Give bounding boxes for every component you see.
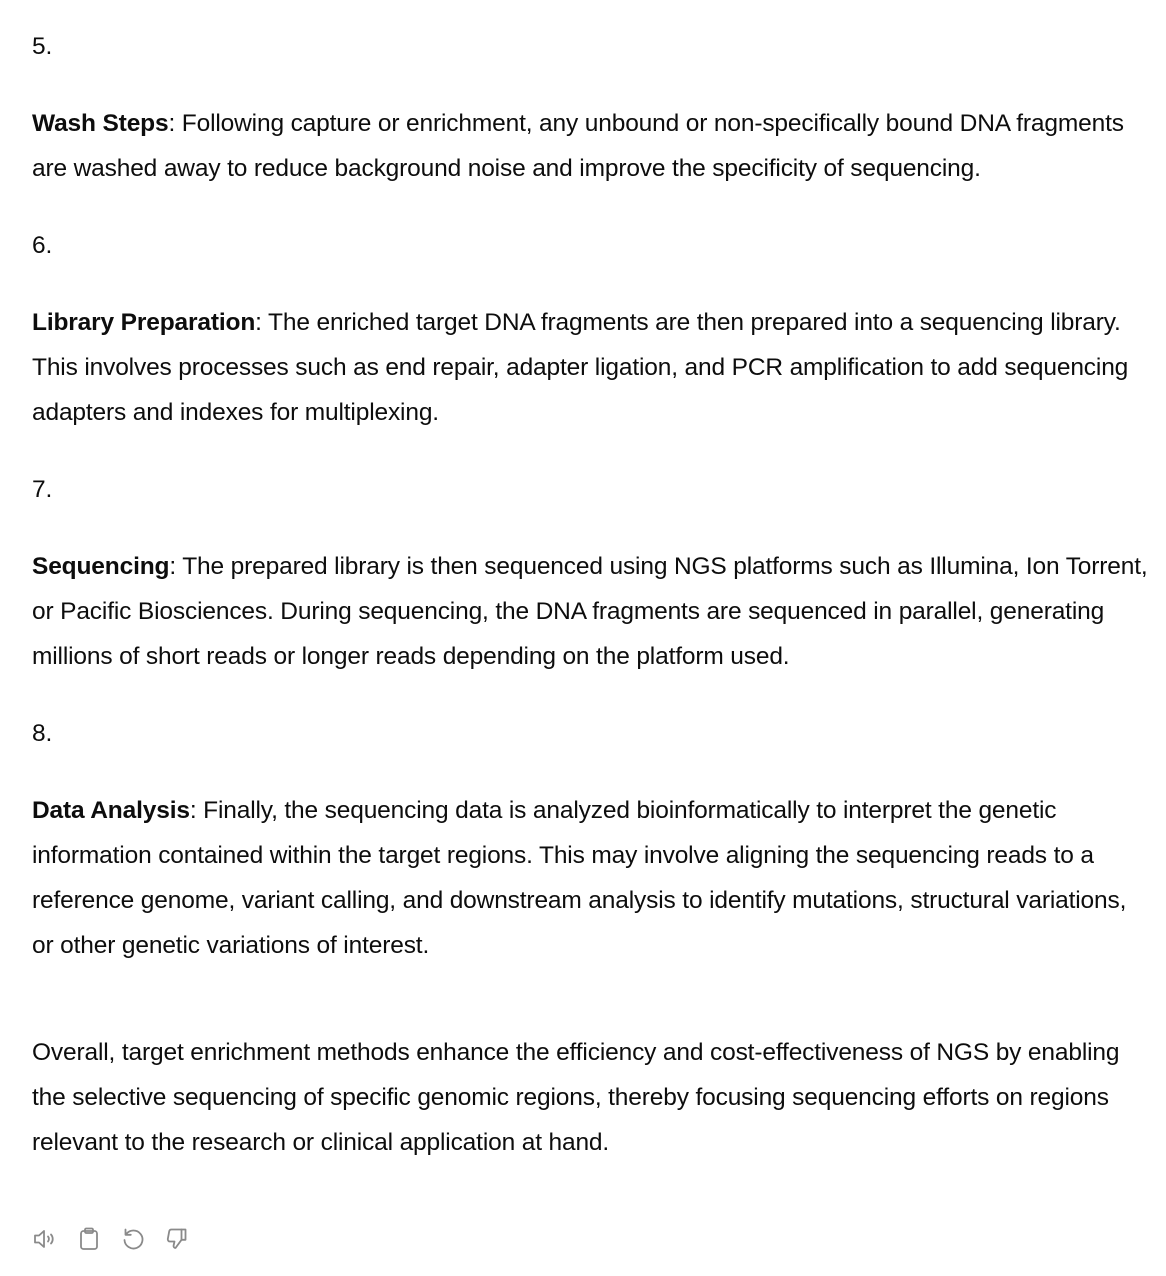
step-number: 6. [32, 232, 53, 259]
step-title: Sequencing [32, 553, 170, 580]
speaker-icon [31, 1225, 59, 1253]
summary-paragraph: Overall, target enrichment methods enhance the efficiency and cost-effectiveness of NGS by enabling the selective sequencing of specific genomic regions, thereby focusing sequencing efforts on regions relevant to the research or clinical application at hand. [32, 1039, 1120, 1156]
step-text: : The enriched target DNA fragments are then prepared into a sequencing library. This involves processes such as end repair, adapter ligation, and PCR amplification to add sequencing adapters and indexes for multiplexing. [32, 309, 1129, 426]
step-number: 8. [32, 720, 53, 747]
message-actions [30, 1224, 192, 1254]
thumbs-down-button[interactable] [162, 1224, 192, 1254]
step-text: : Following capture or enrichment, any unbound or non-specifically bound DNA fragments are washed away to reduce background noise and improve the specificity of sequencing. [32, 110, 1124, 182]
step-paragraph [32, 101, 1148, 191]
regenerate-button[interactable] [118, 1224, 148, 1254]
step-paragraph [32, 544, 1148, 679]
copy-button[interactable] [74, 1224, 104, 1254]
step-title: Wash Steps [32, 110, 169, 137]
thumbs-down-icon [163, 1225, 191, 1253]
step-text: : The prepared library is then sequenced using NGS platforms such as Illumina, Ion Torrent, or Pacific Biosciences. During sequencing, the DNA fragments are sequenced in parallel, generating millions of short reads or longer reads depending on the platform used. [32, 553, 1148, 670]
assistant-message [32, 24, 1148, 1165]
step-title: Library Preparation [32, 309, 256, 336]
refresh-icon [119, 1225, 147, 1253]
step-paragraph [32, 788, 1148, 968]
step-title: Data Analysis [32, 797, 190, 824]
step-number: 7. [32, 476, 53, 503]
step-paragraph [32, 300, 1148, 435]
clipboard-icon [75, 1225, 103, 1253]
read-aloud-button[interactable] [30, 1224, 60, 1254]
step-number: 5. [32, 33, 53, 60]
step-text: : Finally, the sequencing data is analyzed bioinformatically to interpret the genetic information contained within the target regions. This may involve aligning the sequencing reads to a reference genome, variant calling, and downstream analysis to identify mutations, structural variations, or other genetic variations of interest. [32, 797, 1127, 959]
